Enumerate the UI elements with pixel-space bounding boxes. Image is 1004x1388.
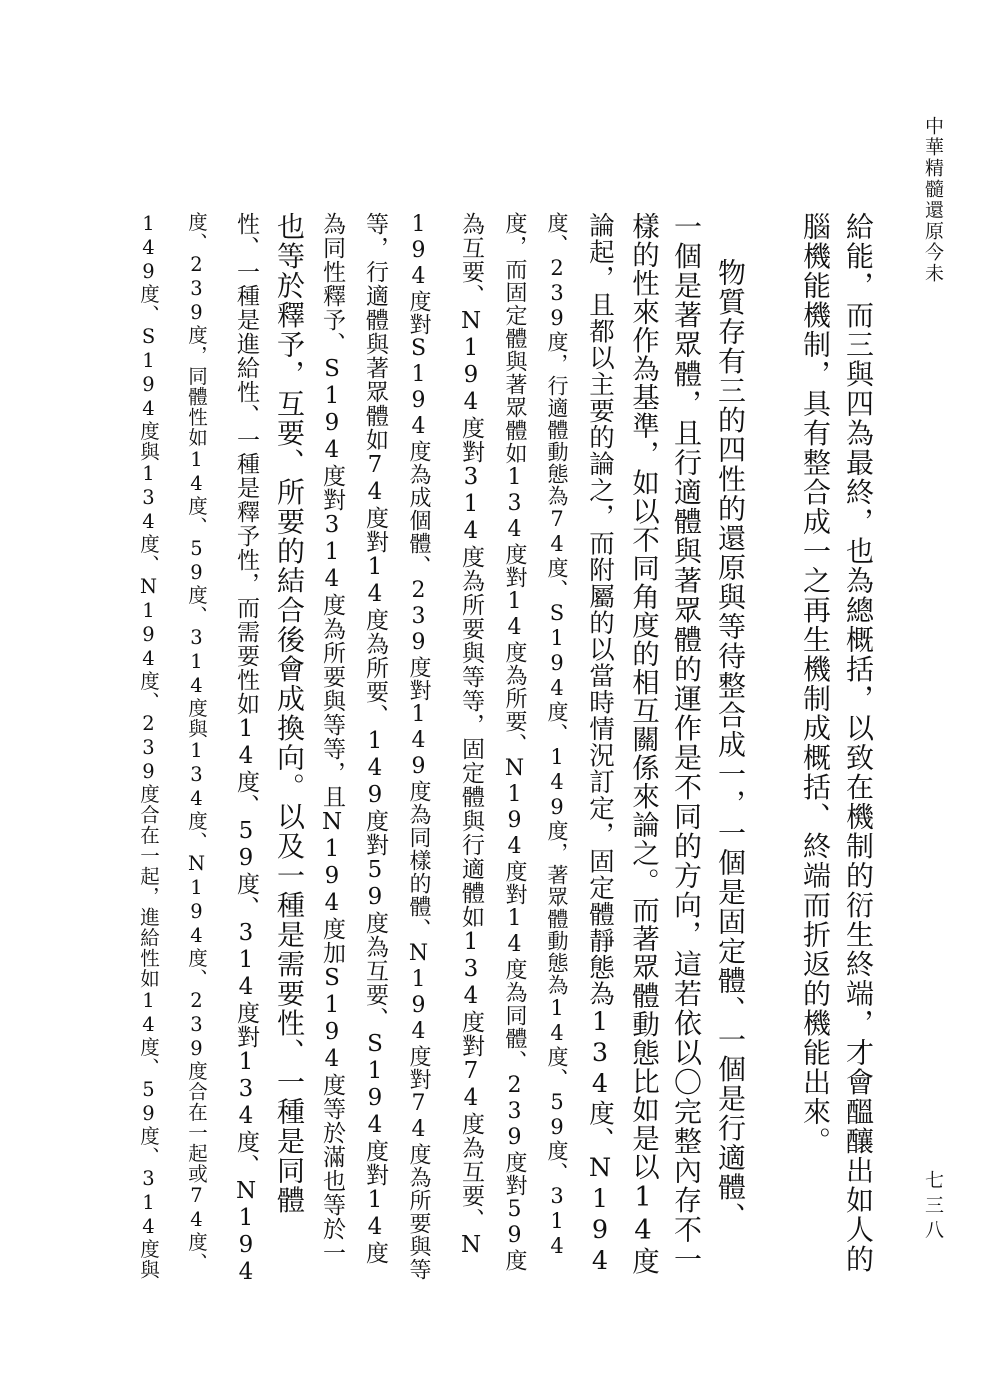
body-column: 度、239度，同體性如14度、59度、314度與134度、N194度、239度合在一起或74度、	[185, 212, 208, 1273]
body-column: 度，而固定體與著眾體如134度對14度為所要、N194度對14度為同體、239度對59度	[502, 212, 527, 1272]
body-column: 為互要、N194度對314度為所要與等等，固定體與行適體如134度對74度為互要、N	[458, 212, 484, 1259]
body-column: 194度對S194度為成個體、239度對149度為同樣的體、N194度對74度為所要與等	[406, 212, 431, 1281]
body-column: 等，行適體與著眾體如74度對14度為所要、149度對59度為互要、S194度對14度	[362, 212, 388, 1265]
page-number: 七三八	[922, 1170, 944, 1245]
body-column: 性、一種是進給性、一種是釋予性，而需要性如14度、59度、314度對134度、N194	[233, 212, 259, 1286]
body-column: 論起，且都以主要的論之，而附屬的以當時情況訂定，固定體靜態為134度、N194	[585, 212, 615, 1277]
body-column: 為同性釋予、S194度對314度為所要與等等，且N194度加S194度等於滿也等於一	[319, 212, 345, 1265]
body-column: 一個是著眾體，且行適體與著眾體的運作是不同的方向，這若依以〇完整內存不一	[670, 212, 703, 1274]
body-column: 腦機能機制，具有整合成一之再生機制成概括、終端而折返的機能出來。	[799, 212, 832, 1156]
book-title-header: 中華精髓還原今未	[922, 116, 944, 284]
body-column: 樣的性來作為基準，如以不同角度的相互關係來論之。而著眾體動態比如是以14度	[627, 212, 659, 1276]
body-column: 149度、S194度與134度、N194度、239度合在一起，進給性如14度、59度、314度與	[137, 212, 160, 1280]
body-column: 也等於釋予，互要、所要的結合後會成換向。以及一種是需要性、一種是同體	[273, 212, 306, 1215]
body-column: 度、239度，行適體動態為74度、S194度、149度，著眾體動態為14度、59度、314	[545, 212, 569, 1259]
body-column: 給能，而三與四為最終，也為總概括，以致在機制的衍生終端，才會醞釀出如人的	[842, 212, 875, 1274]
body-column: 物質存有三的四性的還原與等待整合成一，一個是固定體、一個是行適體、	[714, 258, 747, 1232]
